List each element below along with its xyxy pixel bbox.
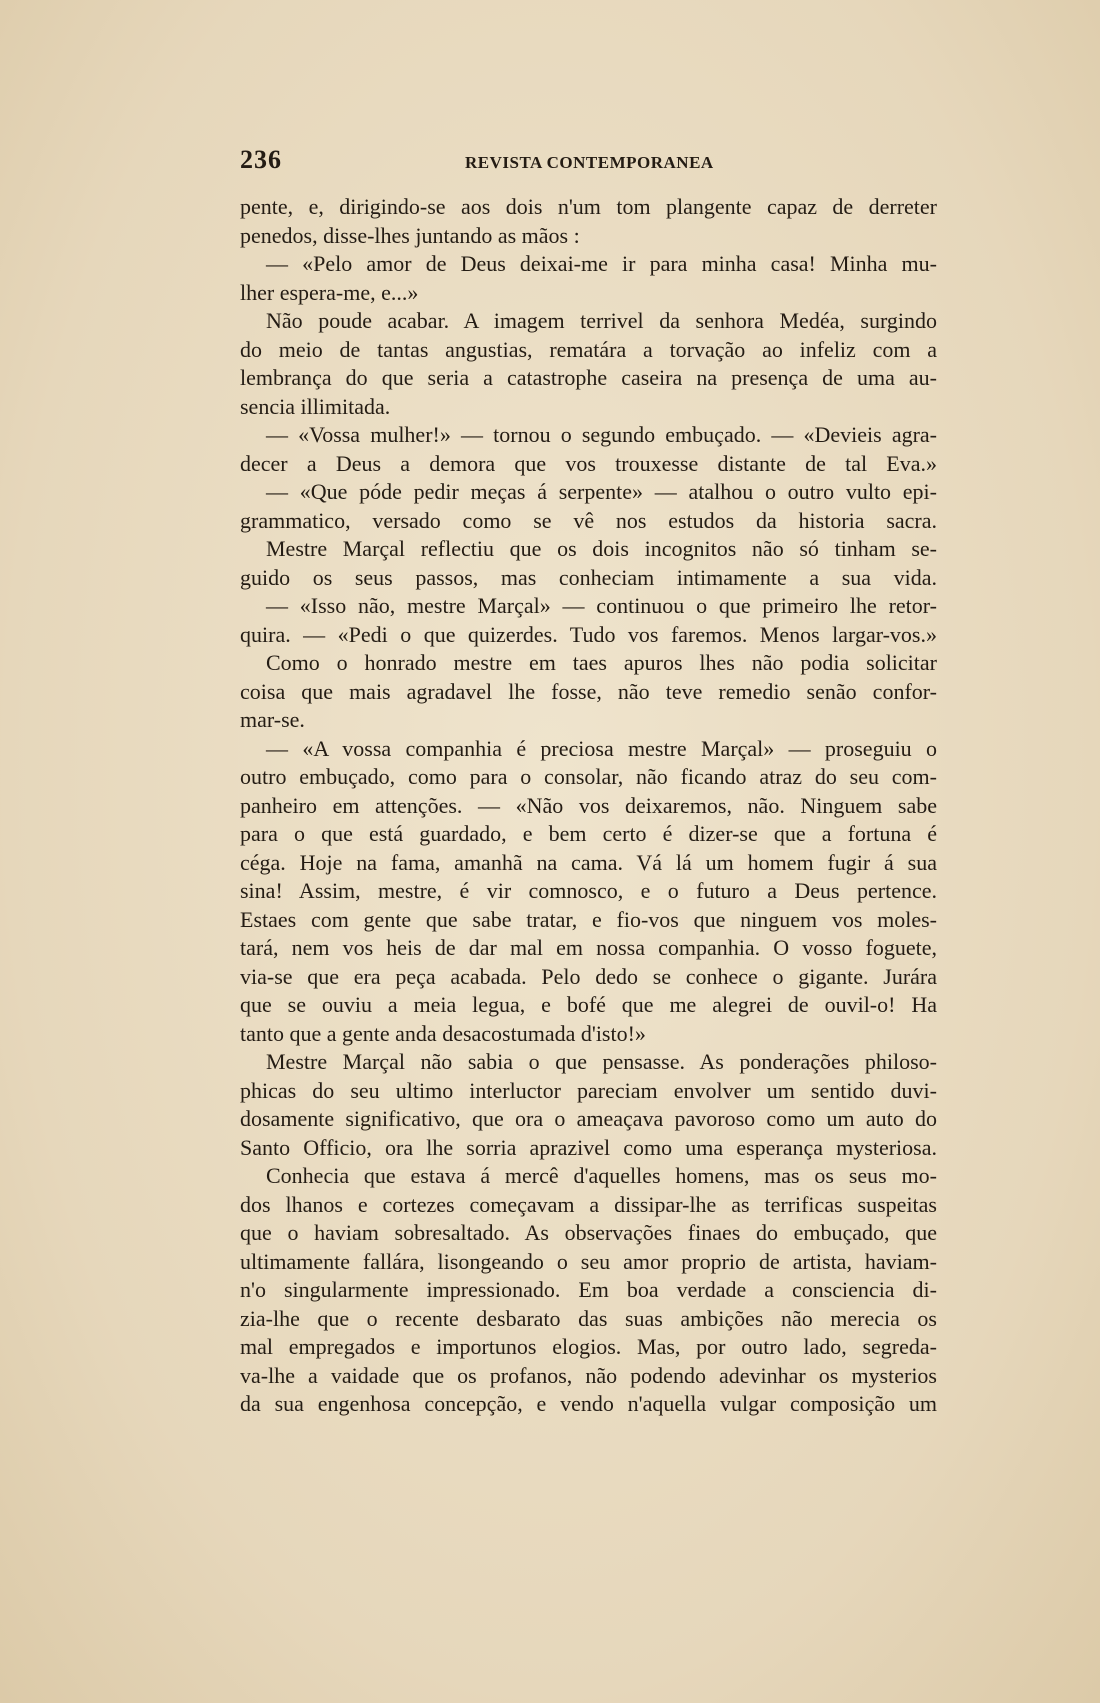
text-line: — «Isso não, mestre Marçal» — continuou o que primeiro lhe retor- [266, 593, 937, 618]
text-line: dos lhanos e cortezes começavam a dissipar-lhe as terrificas suspeitas [240, 1191, 937, 1217]
text-line: que o haviam sobresaltado. As observações finaes do embuçado, que [240, 1220, 937, 1245]
text-line: n'o singularmente impressionado. Em boa verdade a consciencia di- [240, 1277, 937, 1302]
text-line: pente, e, dirigindo-se aos dois n'um tom plangente capaz de derreter [240, 194, 937, 219]
text-line: penedos, disse-lhes juntando as mãos : [240, 222, 580, 248]
text-line: — «A vossa companhia é preciosa mestre Marçal» — proseguiu o [266, 735, 937, 761]
text-line: — «Que póde pedir meças á serpente» — atalhou o outro vulto epi- [266, 479, 937, 504]
text-line: mar-se. [240, 707, 305, 732]
page-number: 236 [240, 145, 282, 174]
text-line: lembrança do que seria a catastrophe caseira na presença de uma au- [240, 365, 937, 390]
text-line: tanto que a gente anda desacostumada d'isto!» [240, 1020, 646, 1046]
text-line: panheiro em attenções. — «Não vos deixaremos, não. Ninguem sabe [240, 792, 937, 818]
text-line: ultimamente fallára, lisongeando o seu amor proprio de artista, haviam- [240, 1248, 937, 1274]
text-line: zia-lhe que o recente desbarato das suas ambições não merecia os [240, 1305, 937, 1331]
text-line: céga. Hoje na fama, amanhã na cama. Vá lá um homem fugir á sua [240, 849, 937, 875]
text-line: para o que está guardado, e bem certo é dizer-se que a fortuna é [240, 821, 937, 846]
text-line: quira. — «Pedi o que quizerdes. Tudo vos faremos. Menos largar-vos.» [240, 621, 937, 647]
text-line: lher espera-me, e...» [240, 279, 419, 305]
text-line: Mestre Marçal reflectiu que os dois incognitos não só tinham se- [266, 536, 937, 561]
text-line: va-lhe a vaidade que os profanos, não podendo adevinhar os mysterios [240, 1362, 937, 1388]
text-line: Estaes com gente que sabe tratar, e fio-vos que ninguem vos moles- [240, 906, 937, 932]
text-line: Mestre Marçal não sabia o que pensasse. As ponderações philoso- [266, 1049, 937, 1074]
text-line: sina! Assim, mestre, é vir comnosco, e o futuro a Deus pertence. [240, 878, 937, 903]
page-header [240, 145, 940, 185]
text-line: guido os seus passos, mas conheciam intimamente a sua vida. [240, 564, 937, 590]
running-title: REVISTA CONTEMPORANEA [465, 153, 714, 172]
text-line: mal empregados e importunos elogios. Mas, por outro lado, segreda- [240, 1334, 937, 1359]
text-line: Santo Officio, ora lhe sorria aprazivel como uma esperança mysteriosa. [240, 1134, 937, 1160]
text-line: via-se que era peça acabada. Pelo dedo se conhece o gigante. Jurára [240, 963, 937, 989]
text-line: outro embuçado, como para o consolar, não ficando atraz do seu com- [240, 764, 937, 789]
text-line: — «Pelo amor de Deus deixai-me ir para minha casa! Minha mu- [266, 251, 937, 276]
text-line: phicas do seu ultimo interluctor pareciam envolver um sentido duvi- [240, 1077, 937, 1103]
body-text [240, 193, 937, 1419]
text-line: decer a Deus a demora que vos trouxesse distante de tal Eva.» [240, 450, 937, 476]
text-line: tará, nem vos heis de dar mal em nossa companhia. O vosso foguete, [240, 935, 937, 960]
text-line: — «Vossa mulher!» — tornou o segundo embuçado. — «Devieis agra- [266, 422, 937, 447]
text-line: grammatico, versado como se vê nos estudos da historia sacra. [240, 507, 937, 533]
text-line: coisa que mais agradavel lhe fosse, não teve remedio senão confor- [240, 678, 937, 704]
text-line: Não poude acabar. A imagem terrivel da senhora Medéa, surgindo [266, 308, 937, 333]
text-line: da sua engenhosa concepção, e vendo n'aquella vulgar composição um [240, 1391, 937, 1416]
text-line: dosamente significativo, que ora o ameaçava pavoroso como um auto do [240, 1106, 937, 1131]
text-line: Como o honrado mestre em taes apuros lhes não podia solicitar [266, 650, 937, 675]
text-line: que se ouviu a meia legua, e bofé que me alegrei de ouvil-o! Ha [240, 992, 937, 1017]
text-line: Conhecia que estava á mercê d'aquelles homens, mas os seus mo- [266, 1163, 937, 1188]
text-line: do meio de tantas angustias, rematára a torvação ao infeliz com a [240, 336, 937, 362]
text-line: sencia illimitada. [240, 393, 391, 419]
